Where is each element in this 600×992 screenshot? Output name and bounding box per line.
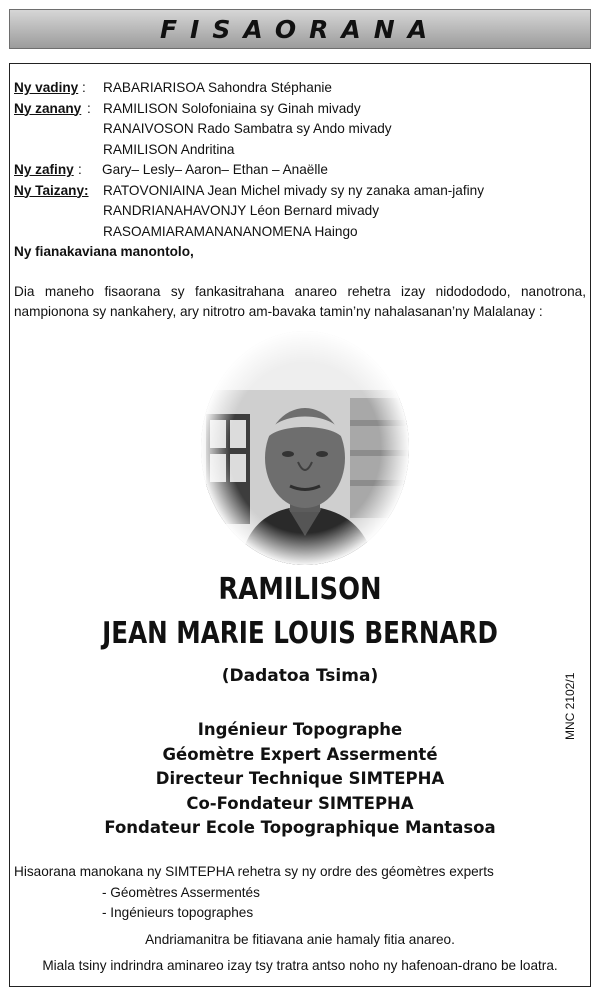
title-line: Fondateur Ecole Topographique Mantasoa [104, 818, 496, 837]
family-list [14, 78, 484, 263]
family-row-zanany [14, 99, 484, 120]
deceased-titles [0, 718, 600, 841]
title-line: Directeur Technique SIMTEPHA [155, 769, 445, 788]
family-sep: : [82, 80, 86, 95]
family-sep: : [87, 100, 91, 116]
family-label-zafiny: Ny zafiny [14, 162, 74, 177]
family-sep: : [78, 162, 82, 177]
closing-apology: Miala tsiny indrindra aminareo izay tsy tratra antso noho ny hafenoan-drano be loatra. [42, 958, 558, 973]
family-row-continuation [14, 201, 484, 222]
title-line: Co-Fondateur SIMTEPHA [186, 793, 414, 813]
deceased-given-names: JEAN MARIE LOUIS BERNARD [102, 616, 498, 651]
special-thanks [14, 862, 494, 924]
portrait-photo [200, 330, 410, 566]
family-name: RATOVONIAINA Jean Michel mivady sy ny zanaka aman-jafiny [103, 182, 485, 198]
title-line: Ingénieur Topographe [197, 720, 403, 739]
thanks-item: - Ingénieurs topographes [102, 905, 254, 920]
family-name: RAMILISON Andritina [103, 141, 235, 157]
family-label-taizany: Ny Taizany: [14, 182, 89, 198]
family-name: RANAIVOSON Rado Sambatra sy Ando mivady [103, 121, 392, 136]
family-row-vadiny [14, 78, 484, 99]
family-row-continuation [14, 140, 484, 161]
family-name: RABARIARISOA Sahondra Stéphanie [103, 80, 332, 95]
page-title: FISAORANA [159, 14, 441, 44]
family-name: RASOAMIARAMANANANOMENA Haingo [103, 223, 358, 239]
family-row-continuation [14, 119, 484, 140]
family-row-zafiny [14, 160, 484, 181]
intro-paragraph: Dia maneho fisaorana sy fankasitrahana anareo rehetra izay nidodododo, nanotrona, nampionona sy nankahery, ary nitrotro am-bavaka tamin’ny nahalasanan’ny Malalanay : [14, 284, 586, 319]
family-label-zanany: Ny zanany [14, 100, 82, 116]
closing-blessing: Andriamanitra be fitiavana anie hamaly fitia anareo. [145, 932, 455, 947]
family-name: Gary– Lesly– Aaron– Ethan – Anaëlle [102, 162, 328, 177]
thanks-item: - Géomètres Assermentés [102, 884, 260, 900]
reference-code: MNC 2102/1 [563, 672, 577, 740]
family-row-taizany [14, 181, 484, 202]
family-greeting: Ny fianakaviana manontolo, [14, 244, 194, 259]
thanks-intro: Hisaorana manokana ny SIMTEPHA rehetra sy ny ordre des géomètres experts [14, 864, 494, 879]
deceased-surname: RAMILISON [218, 572, 382, 607]
title-line: Géomètre Expert Assermenté [162, 744, 438, 764]
family-row-continuation [14, 222, 484, 243]
deceased-nickname: (Dadatoa Tsima) [221, 666, 379, 686]
header-banner [9, 9, 591, 49]
family-name: RANDRIANAHAVONJY Léon Bernard mivady [103, 203, 380, 218]
family-label-vadiny: Ny vadiny [14, 80, 79, 95]
family-name: RAMILISON Solofoniaina sy Ginah mivady [103, 100, 361, 116]
